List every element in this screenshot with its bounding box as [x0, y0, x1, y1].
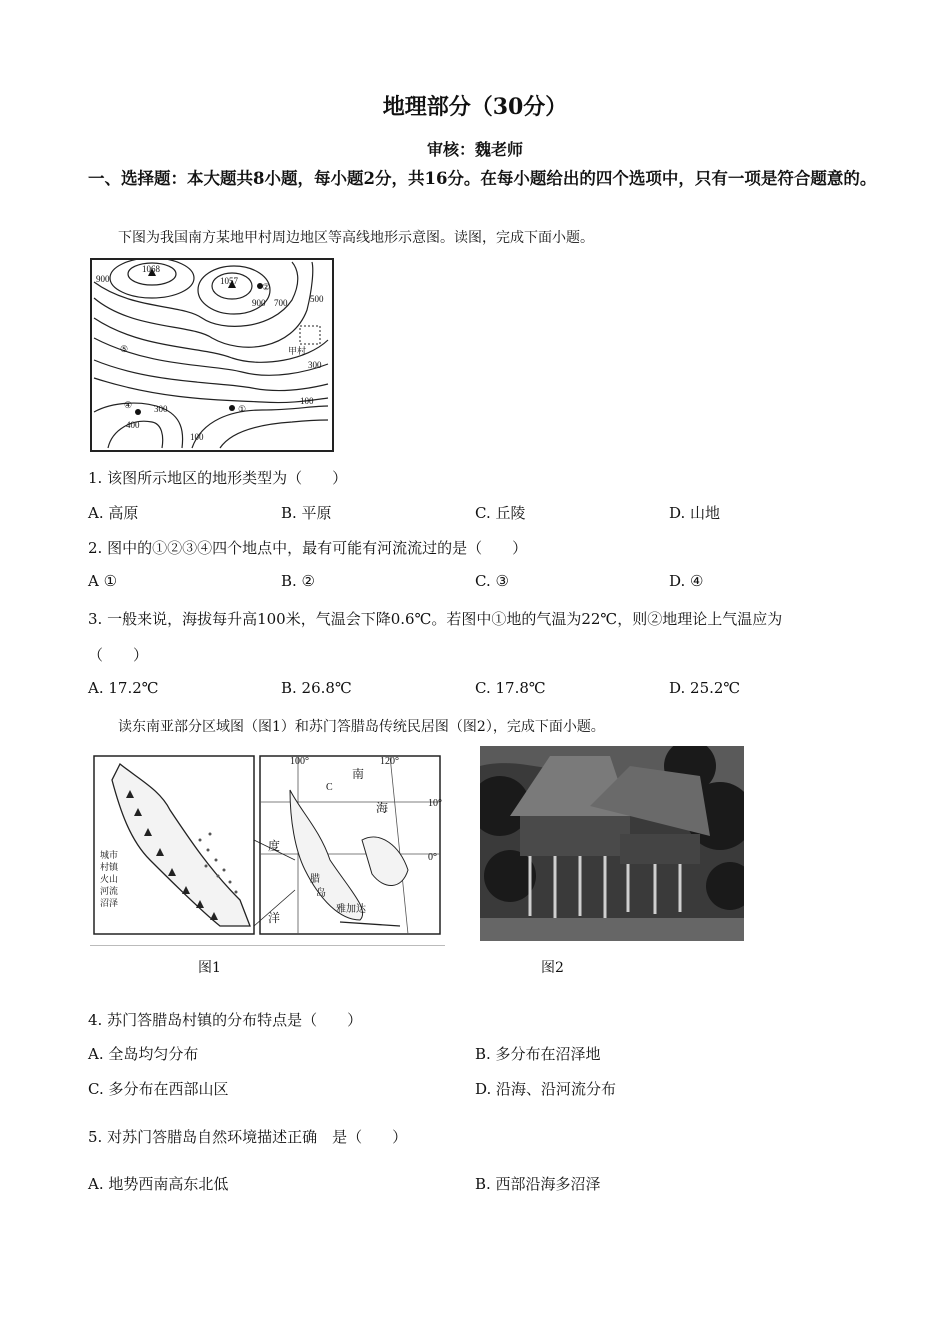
label-300a: 300 — [308, 360, 322, 370]
q1-option-d[interactable]: D. 山地 — [669, 504, 721, 522]
q3-option-c[interactable]: C. 17.8℃ — [475, 679, 546, 697]
legend-volcano: 火山 — [100, 874, 119, 884]
label-900b: 900 — [252, 298, 266, 308]
label-jakarta: 雅加达 — [336, 904, 366, 915]
label-hai: 海 — [376, 801, 389, 815]
label-900a: 900 — [96, 274, 110, 284]
label-lon120: 120° — [380, 756, 399, 767]
q3-stem-cont: （ ） — [88, 646, 149, 664]
page-title: 地理部分（30分） — [382, 94, 568, 120]
label-c: C — [326, 782, 333, 793]
q1-stem: 1. 该图所示地区的地形类型为（ ） — [88, 469, 348, 487]
figure1 — [90, 750, 445, 946]
q1-option-b[interactable]: B. 平原 — [281, 504, 332, 522]
label-point1: ① — [238, 404, 247, 414]
q5-option-a[interactable]: A. 地势西南高东北低 — [88, 1175, 229, 1193]
label-la: 腊 — [310, 874, 320, 885]
q1-option-a[interactable]: A. 高原 — [88, 504, 139, 522]
q2-option-a[interactable]: A ① — [88, 572, 118, 590]
figure2-caption: 图2 — [541, 960, 564, 976]
reviewer-line: 审核：魏老师 — [426, 140, 523, 159]
label-point4: ④ — [124, 400, 133, 410]
group2-intro: 读东南亚部分区域图（图1）和苏门答腊岛传统民居图（图2），完成下面小题。 — [118, 719, 605, 735]
legend-city: 城市 — [100, 850, 119, 860]
q2-option-c[interactable]: C. ③ — [475, 572, 509, 590]
contour-map — [90, 258, 334, 452]
q4-option-a[interactable]: A. 全岛均匀分布 — [88, 1045, 199, 1063]
label-700: 700 — [274, 298, 288, 308]
label-du: 度 — [268, 839, 281, 853]
q5-option-b[interactable]: B. 西部沿海多沼泽 — [475, 1175, 601, 1193]
label-village: 甲村 — [288, 346, 307, 356]
q3-option-a[interactable]: A. 17.2℃ — [88, 679, 159, 697]
figure2-photo — [480, 746, 744, 941]
q4-option-b[interactable]: B. 多分布在沼泽地 — [475, 1045, 601, 1063]
label-lon100: 100° — [290, 756, 309, 767]
q1-option-c[interactable]: C. 丘陵 — [475, 504, 526, 522]
legend-swamp: 沼泽 — [100, 898, 119, 908]
label-peak1: 1068 — [142, 264, 160, 274]
group1-intro: 下图为我国南方某地甲村周边地区等高线地形示意图。读图，完成下面小题。 — [118, 230, 594, 246]
label-yang: 洋 — [268, 911, 281, 925]
legend-village: 村镇 — [100, 862, 119, 872]
q4-stem: 4. 苏门答腊岛村镇的分布特点是（ ） — [88, 1011, 363, 1029]
q5-stem: 5. 对苏门答腊岛自然环境描述正确 是（ ） — [88, 1128, 408, 1146]
label-point2: ② — [262, 282, 271, 292]
q2-stem: 2. 图中的①②③④四个地点中，最有可能有河流流过的是（ ） — [88, 539, 528, 557]
q3-option-d[interactable]: D. 25.2℃ — [669, 679, 741, 697]
label-100a: 100 — [300, 396, 314, 406]
label-lat10: 10° — [428, 798, 442, 809]
section-heading: 一、选择题：本大题共8小题，每小题2分，共16分。在每小题给出的四个选项中，只有一项是符合题意的。 — [88, 169, 877, 188]
q4-option-c[interactable]: C. 多分布在西部山区 — [88, 1080, 229, 1098]
label-lat0: 0° — [428, 852, 437, 863]
q3-option-b[interactable]: B. 26.8℃ — [281, 679, 352, 697]
label-400: 400 — [126, 420, 140, 430]
q2-option-b[interactable]: B. ② — [281, 572, 316, 590]
label-100b: 100 — [190, 432, 204, 442]
label-300b: 300 — [154, 404, 168, 414]
q4-option-d[interactable]: D. 沿海、沿河流分布 — [475, 1080, 617, 1098]
label-peak2: 1057 — [220, 276, 238, 286]
label-nan: 南 — [352, 767, 365, 781]
label-dao: 岛 — [316, 888, 326, 899]
label-point5: ⑤ — [120, 344, 129, 354]
label-500: 500 — [310, 294, 324, 304]
q2-option-d[interactable]: D. ④ — [669, 572, 704, 590]
q3-stem: 3. 一般来说，海拔每升高100米，气温会下降0.6℃。若图中①地的气温为22℃，则②地理论上气温应为 — [88, 610, 783, 628]
legend-river: 河流 — [100, 886, 119, 896]
figure1-caption: 图1 — [198, 960, 221, 976]
